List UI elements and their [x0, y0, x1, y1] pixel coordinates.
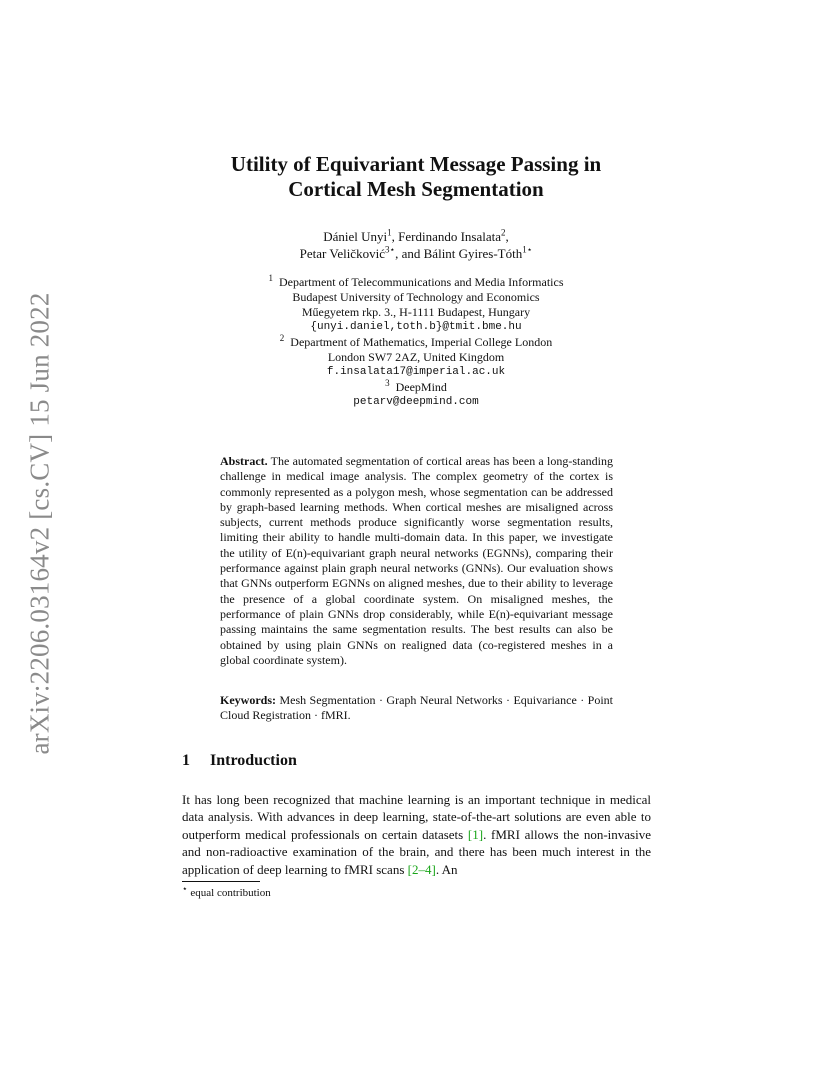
abstract-label: Abstract. — [220, 454, 268, 468]
affiliation-mark: 3⋆ — [384, 244, 396, 255]
affiliation-email[interactable]: f.insalata17@imperial.ac.uk — [326, 366, 506, 378]
affiliation-line: London SW7 2AZ, United Kingdom — [327, 350, 505, 364]
affiliation-email[interactable]: petarv@deepmind.com — [353, 396, 479, 408]
section-title: Introduction — [210, 752, 297, 769]
affiliation-line — [150, 335, 682, 350]
arxiv-identifier: arXiv:2206.03164v2 [cs.CV] 15 Jun 2022 — [24, 291, 55, 755]
affiliation-mark: 2 — [501, 227, 506, 238]
affiliation-email[interactable]: {unyi.daniel,toth.b}@tmit.bme.hu — [310, 321, 522, 333]
author-separator: , — [505, 229, 509, 244]
author-line-1 — [150, 228, 682, 245]
author-list — [150, 228, 682, 262]
affiliation-mark: 1 — [387, 227, 392, 238]
affiliations — [150, 275, 682, 410]
author-line-2 — [150, 245, 682, 262]
title-line-2: Cortical Mesh Segmentation — [288, 177, 544, 201]
affiliation-text: Department of Mathematics, Imperial College London — [290, 335, 553, 349]
affiliation-line — [150, 380, 682, 395]
intro-text: It has long been recognized that machine learning is an important technique in medical data analysis. With advances in deep learning, state-of-the-art solutions are even able to outperform medical professionals on certain datasets — [182, 792, 651, 842]
author-separator: , — [391, 229, 399, 244]
affiliation-mark: 3 — [385, 378, 390, 388]
affiliation-mark: 2 — [279, 333, 285, 343]
keywords — [220, 693, 613, 724]
author-name: Petar Veličković — [299, 246, 385, 261]
footnote-mark: ⋆ — [182, 883, 188, 894]
affiliation-line — [150, 275, 682, 290]
intro-text: . An — [435, 861, 458, 877]
section-heading — [182, 752, 297, 770]
author-name: Bálint Gyires-Tóth — [423, 246, 523, 261]
footnote — [182, 883, 271, 900]
arxiv-identifier-container — [16, 288, 64, 758]
author-separator: , and — [395, 246, 424, 261]
citation-link[interactable]: [1] — [467, 826, 484, 842]
intro-text: . fMRI allows the non-invasive and non-radioactive examination of the brain, and there has been much interest in the application of deep learning to fMRI scans — [182, 826, 651, 877]
affiliation-line: Budapest University of Technology and Economics — [292, 290, 540, 304]
affiliation-text: Department of Telecommunications and Media Informatics — [278, 275, 564, 289]
footnote-text: equal contribution — [187, 887, 271, 899]
author-name: Dániel Unyi — [323, 229, 388, 244]
title-line-1: Utility of Equivariant Message Passing in — [230, 152, 602, 176]
keywords-text: Mesh Segmentation · Graph Neural Networks · Equivariance · Point Cloud Registration · fMRI. — [220, 693, 613, 723]
affiliation-text: DeepMind — [395, 380, 447, 394]
intro-paragraph — [182, 791, 651, 878]
abstract-text: The automated segmentation of cortical areas has been a long-standing challenge in medical image analysis. The complex geometry of the cortex is commonly represented as a polygon mesh, whose segmentation can be addressed by graph-based learning methods. When cortical meshes are misaligned across subjects, current methods produce significantly worse segmentation results, limiting their ability to handle multi-domain data. In this paper, we investigate the utility of E(n)-equivariant graph neural networks (EGNNs), comparing their performance against plain graph neural networks (GNNs). Our evaluation shows that GNNs outperform EGNNs on aligned meshes, due to their ability to leverage the presence of a global coordinate system. On misaligned meshes, the performance of plain GNNs drop considerably, while E(n)-equivariant message passing maintains the same segmentation results. The best results can also be obtained by using plain GNNs on realigned data (co-registered meshes in a global coordinate system). — [220, 454, 613, 667]
author-name: Ferdinando Insalata — [398, 229, 502, 244]
citation-link[interactable]: [2–4] — [407, 861, 436, 877]
footnote-divider — [182, 881, 260, 882]
affiliation-line: Műegyetem rkp. 3., H-1111 Budapest, Hungary — [301, 305, 531, 319]
affiliation-mark: 1⋆ — [522, 244, 533, 255]
paper-title — [150, 152, 682, 202]
keywords-label: Keywords: — [220, 693, 276, 707]
affiliation-mark: 1 — [268, 273, 273, 283]
section-number: 1 — [182, 752, 190, 769]
abstract — [220, 454, 613, 668]
